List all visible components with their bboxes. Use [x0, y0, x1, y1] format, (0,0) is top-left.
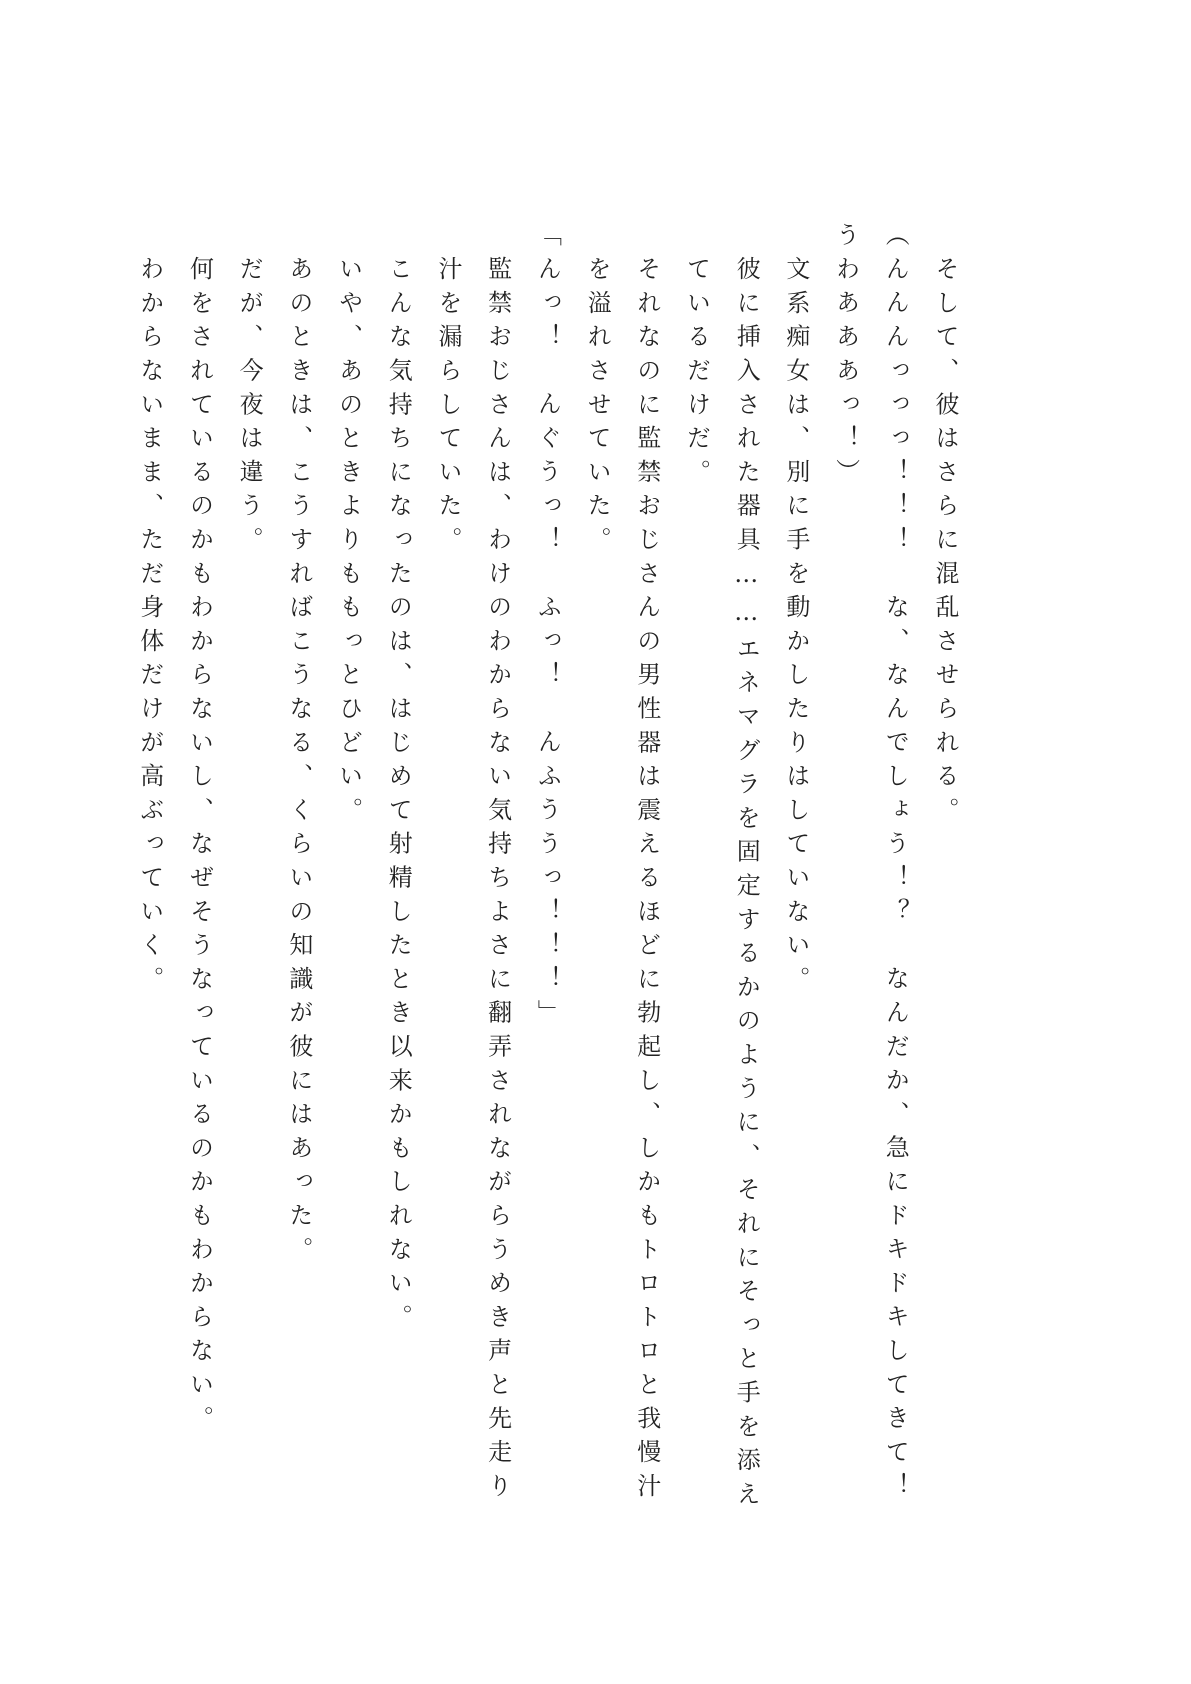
paragraph-7: 監禁おじさんは、わけのわからない気持ちよさに翻弄されながらうめき声と先走り汁を漏らしていた。	[433, 256, 512, 1507]
paragraph-1: そして、彼はさらに混乱させられる。	[931, 256, 959, 831]
paragraph-13: わからないまま、ただ身体だけが高ぶっていく。	[135, 256, 164, 1000]
paragraph-2: （んんんっっっ！！！ な、なんでしょう！？ なんだか、急にドキドキしてきて！ うわあああっ！）	[831, 222, 910, 1541]
paragraph-12: 何をされているのかもわからないし、なぜそうなっているのかもわからない。	[185, 256, 214, 1439]
paragraph-11: だが、今夜は違う。	[235, 256, 264, 561]
paragraph-8: こんな気持ちになったのは、はじめて射精したとき以来かもしれない。	[384, 256, 413, 1338]
paragraph-4: 彼に挿入された器具……エネマグラを固定するかのように、それにそっと手を添えているだけだ。	[682, 256, 761, 1515]
paragraph-10: あのときは、こうすればこうなる、くらいの知識が彼にはあった。	[284, 256, 313, 1270]
vertical-text-body	[124, 222, 969, 1541]
paragraph-9: いや、あのときよりももっとひどい。	[334, 256, 363, 831]
paragraph-5: それなのに監禁おじさんの男性器は震えるほどに勃起し、しかもトロトロと我慢汁を溢れさせていた。	[583, 256, 661, 1507]
paragraph-6: 「んっ！ んぐうっ！ ふっ！ んふううっ！！！」	[533, 222, 562, 1034]
paragraph-3: 文系痴女は、別に手を動かしたりはしていない。	[781, 256, 810, 1000]
